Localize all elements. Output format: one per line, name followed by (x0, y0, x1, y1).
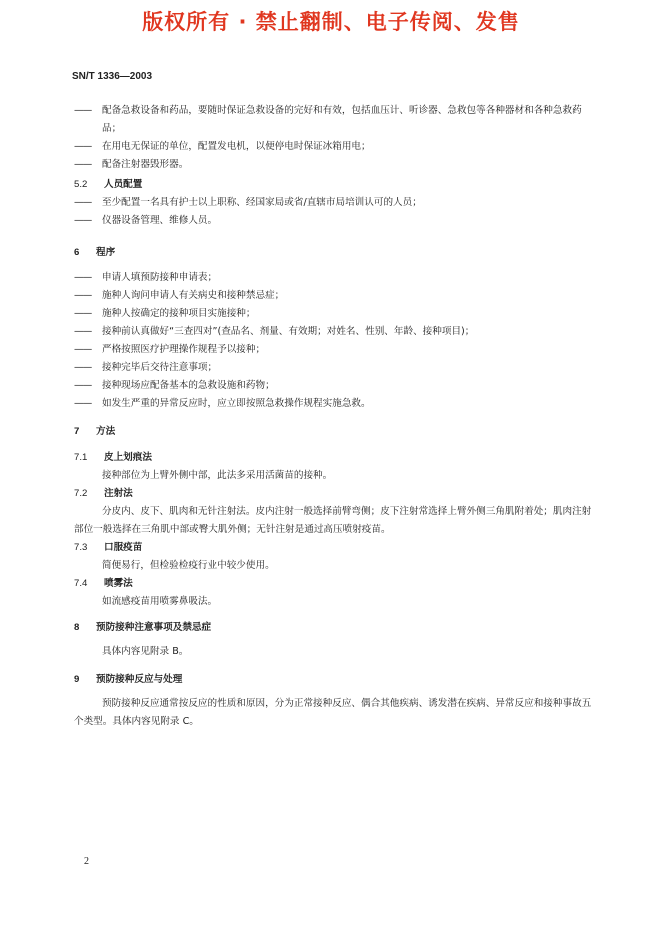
section-9-text: 预防接种反应通常按反应的性质和原因，分为正常接种反应、偶合其他疾病、诱发潜在疾病、异常反应和接种事故五个类型。具体内容见附录 C。 (74, 698, 592, 727)
section-number: 9 (74, 674, 80, 685)
procedure-list (74, 269, 600, 413)
page-number: 2 (84, 856, 89, 867)
section-title: 人员配置 (104, 179, 143, 190)
section-7-4-heading (74, 575, 600, 593)
copyright-watermark: 版权所有 · 禁止翻制、电子传阅、发售 (142, 10, 520, 34)
section-7-heading (74, 423, 600, 441)
section-title: 预防接种注意事项及禁忌症 (96, 622, 212, 633)
procedure-item: —— 严格按照医疗护理操作规程予以接种； (74, 341, 600, 359)
section-title: 程序 (96, 247, 116, 258)
section-5-2-heading (74, 176, 600, 194)
section-7-3-text: 简便易行，但检验检疫行业中较少使用。 (102, 560, 275, 571)
section-title: 方法 (96, 426, 116, 437)
equipment-item: —— 配备急救设备和药品，要随时保证急救设备的完好和有效，包括血压计、听诊器、急救包等各种器材和各种急救药品； (74, 102, 600, 138)
staff-item: —— 至少配置一名具有护士以上职称、经国家局或省/直辖市局培训认可的人员； (74, 194, 600, 212)
section-7-2-heading (74, 485, 600, 503)
section-7-2-text: 分皮内、皮下、肌肉和无针注射法。皮内注射一般选择前臂弯侧；皮下注射常选择上臂外侧三角肌附着处；肌肉注射部位一般选择在三角肌中部或臀大肌外侧；无针注射是通过高压喷射疫苗。 (74, 506, 592, 535)
section-8-text: 具体内容见附录 B。 (102, 646, 189, 657)
section-number: 7.3 (74, 542, 88, 553)
section-9-heading (74, 671, 600, 689)
section-title: 预防接种反应与处理 (96, 674, 183, 685)
procedure-item: —— 施种人询问申请人有关病史和接种禁忌症； (74, 287, 600, 305)
section-title: 喷雾法 (104, 578, 133, 589)
section-number: 7.1 (74, 452, 88, 463)
standard-number: SN/T 1336—2003 (72, 71, 153, 82)
section-number: 7.4 (74, 578, 88, 589)
equipment-item: —— 在用电无保证的单位，配置发电机，以便停电时保证冰箱用电； (74, 138, 600, 156)
procedure-item: —— 接种现场应配备基本的急救设施和药物； (74, 377, 600, 395)
section-title: 口服疫苗 (104, 542, 143, 553)
section-6-heading (74, 244, 600, 262)
procedure-item: —— 申请人填预防接种申请表； (74, 269, 600, 287)
section-number: 7 (74, 426, 80, 437)
section-number: 5.2 (74, 179, 88, 190)
section-7-1-text: 接种部位为上臂外侧中部，此法多采用活菌苗的接种。 (102, 470, 333, 481)
section-number: 6 (74, 247, 80, 258)
procedure-item: —— 施种人按确定的接种项目实施接种； (74, 305, 600, 323)
procedure-item: —— 接种前认真做好“三查四对”(查品名、剂量、有效期；对姓名、性别、年龄、接种项目)； (74, 323, 600, 341)
section-7-1-heading (74, 449, 600, 467)
document-body (74, 102, 600, 731)
section-7-4-text: 如流感疫苗用喷雾鼻吸法。 (102, 596, 218, 607)
section-7-3-heading (74, 539, 600, 557)
section-number: 7.2 (74, 488, 88, 499)
section-number: 8 (74, 622, 80, 633)
staff-item: —— 仪器设备管理、维修人员。 (74, 212, 600, 230)
section-title: 注射法 (104, 488, 133, 499)
section-8-heading (74, 619, 600, 637)
procedure-item: —— 如发生严重的异常反应时，应立即按照急救操作规程实施急救。 (74, 395, 600, 413)
section-title: 皮上划痕法 (104, 452, 152, 463)
equipment-item: —— 配备注射器毁形器。 (74, 156, 600, 174)
procedure-item: —— 接种完毕后交待注意事项； (74, 359, 600, 377)
